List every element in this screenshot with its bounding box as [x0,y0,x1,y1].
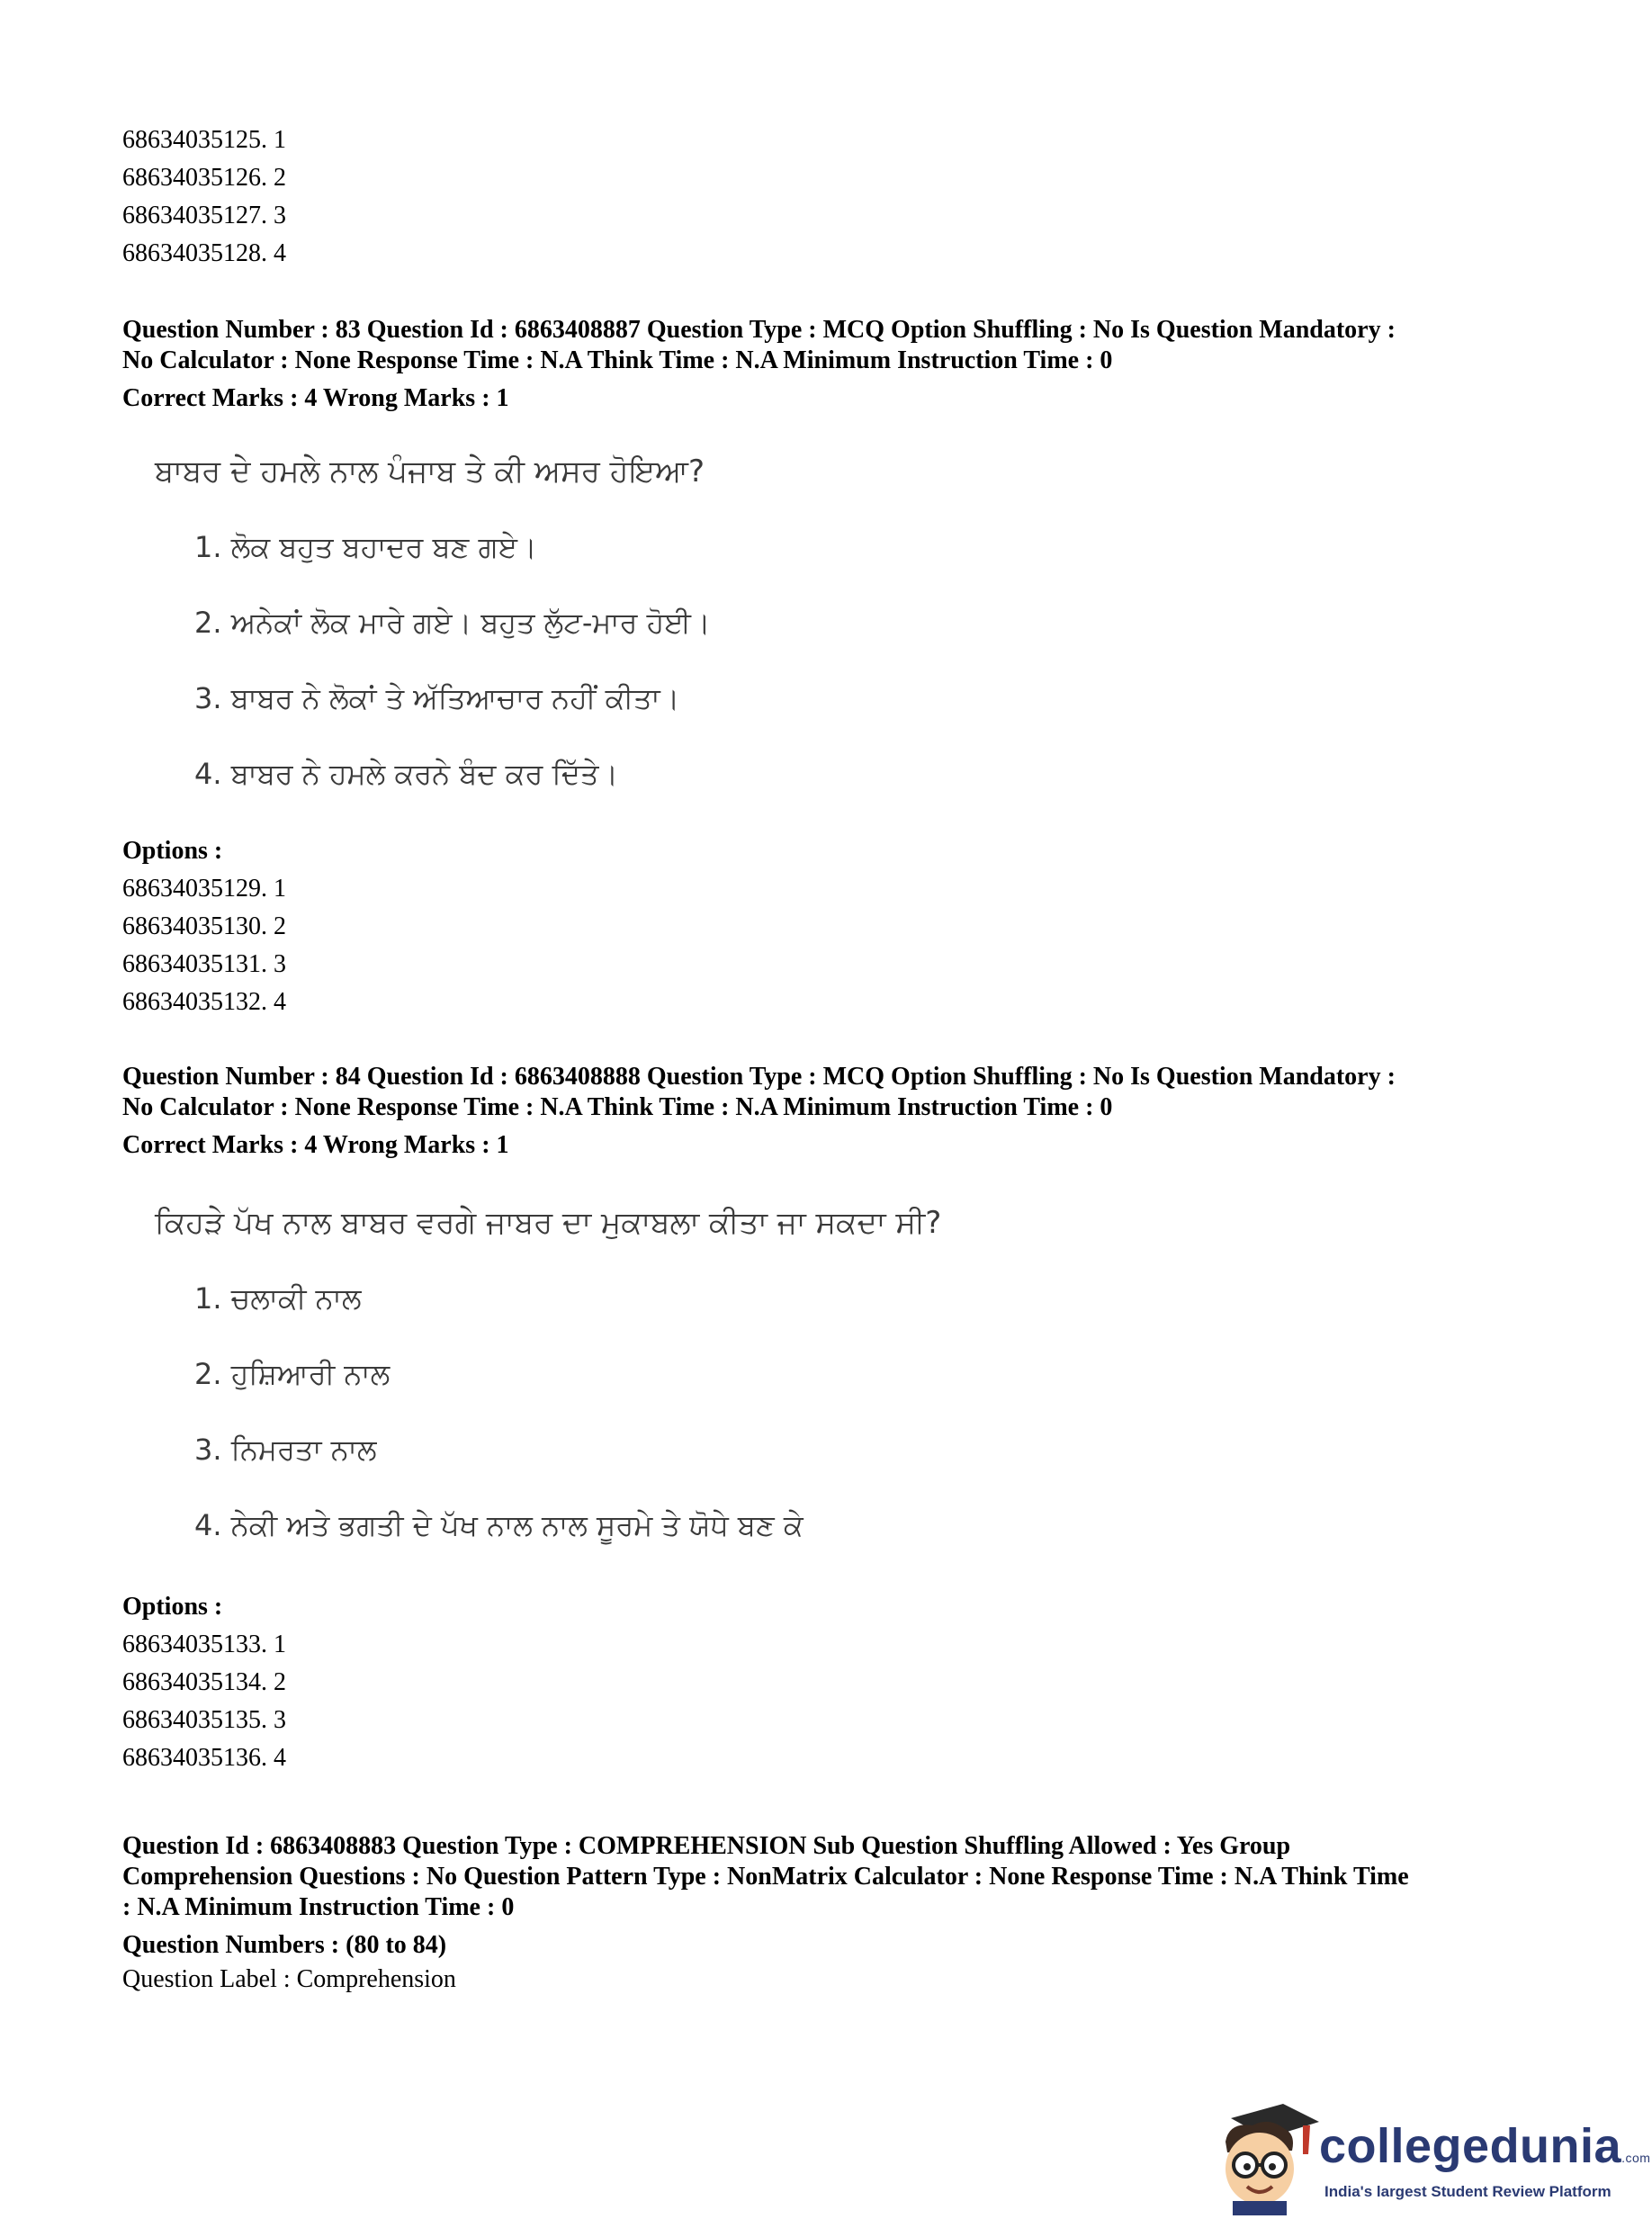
option-id: 68634035132. 4 [122,988,286,1016]
mascot-icon [1213,2098,1321,2215]
question-marks: Correct Marks : 4 Wrong Marks : 1 [122,1131,509,1159]
option-id: 68634035126. 2 [122,164,286,192]
answer-choice: 3. ਬਾਬਰ ਨੇ ਲੋਕਾਂ ਤੇ ਅੱਤਿਆਚਾਰ ਨਹੀਂ ਕੀਤਾ। [194,681,680,715]
comprehension-meta: : N.A Minimum Instruction Time : 0 [122,1893,515,1921]
question-84-options [122,1588,286,1777]
comprehension-block [122,1831,1409,1999]
option-id: 68634035128. 4 [122,239,286,267]
answer-choice: 1. ਲੋਕ ਬਹੁਤ ਬਹਾਦਰ ਬਣ ਗਏ। [194,530,537,564]
question-84 [122,1062,1396,1161]
question-83 [122,315,1396,414]
answer-choice: 2. ਹੁਸ਼ਿਆਰੀ ਨਾਲ [194,1357,391,1391]
question-marks: Correct Marks : 4 Wrong Marks : 1 [122,384,509,412]
question-meta: No Calculator : None Response Time : N.A Think Time : N.A Minimum Instruction Time : 0 [122,1093,1113,1121]
answer-choice: 4. ਨੇਕੀ ਅਤੇ ਭਗਤੀ ਦੇ ਪੱਖ ਨਾਲ ਨਾਲ ਸੂਰਮੇ ਤੇ ਯੋਧੇ ਬਣ ਕੇ [194,1508,804,1542]
answer-choice: 2. ਅਨੇਕਾਂ ਲੋਕ ਮਾਰੇ ਗਏ। ਬਹੁਤ ਲੁੱਟ-ਮਾਰ ਹੋਈ। [194,606,711,640]
comprehension-meta: Question Id : 6863408883 Question Type : COMPREHENSION Sub Question Shuffling Allowed : Yes Group [122,1832,1291,1860]
brand-domain: .com [1621,2151,1651,2165]
option-id: 68634035134. 2 [122,1668,286,1696]
option-id: 68634035135. 3 [122,1706,286,1734]
question-numbers: Question Numbers : (80 to 84) [122,1931,447,1959]
question-84-image [122,1201,941,1547]
answer-choice: 3. ਨਿਮਰਤਾ ਨਾਲ [194,1433,377,1467]
question-stem: ਬਾਬਰ ਦੇ ਹਮਲੇ ਨਾਲ ਪੰਜਾਬ ਤੇ ਕੀ ਅਸਰ ਹੋਇਆ? [155,454,705,490]
question-stem: ਕਿਹੜੇ ਪੱਖ ਨਾਲ ਬਾਬਰ ਵਰਗੇ ਜਾਬਰ ਦਾ ਮੁਕਾਬਲਾ ਕੀਤਾ ਜਾ ਸਕਦਾ ਸੀ? [155,1205,942,1241]
option-id: 68634035129. 1 [122,875,286,903]
options-label: Options : [122,1593,223,1621]
option-id: 68634035131. 3 [122,950,286,978]
collegedunia-logo [1213,2098,1651,2215]
comprehension-meta: Comprehension Questions : No Question Pattern Type : NonMatrix Calculator : None Response Time : N.A Think Time [122,1863,1409,1891]
question-meta: No Calculator : None Response Time : N.A Think Time : N.A Minimum Instruction Time : 0 [122,346,1113,374]
option-id: 68634035130. 2 [122,912,286,940]
brand-tagline: India's largest Student Review Platform [1324,2183,1612,2200]
option-id: 68634035133. 1 [122,1631,286,1658]
question-83-image [122,450,711,795]
brand-name: collegedunia.com [1319,2119,1651,2173]
question-83-options [122,832,286,1021]
question-meta: Question Number : 84 Question Id : 6863408888 Question Type : MCQ Option Shuffling : No Is Question Mandatory : [122,1063,1396,1091]
option-id: 68634035136. 4 [122,1744,286,1772]
answer-choice: 1. ਚਲਾਕੀ ਨਾਲ [194,1281,362,1316]
option-id: 68634035127. 3 [122,202,286,229]
question-label: Question Label : Comprehension [122,1965,456,1993]
options-label: Options : [122,837,223,865]
option-id: 68634035125. 1 [122,126,286,154]
previous-options-list [122,121,286,273]
question-meta: Question Number : 83 Question Id : 6863408887 Question Type : MCQ Option Shuffling : No Is Question Mandatory : [122,316,1396,344]
answer-choice: 4. ਬਾਬਰ ਨੇ ਹਮਲੇ ਕਰਨੇ ਬੰਦ ਕਰ ਦਿੱਤੇ। [194,757,619,791]
